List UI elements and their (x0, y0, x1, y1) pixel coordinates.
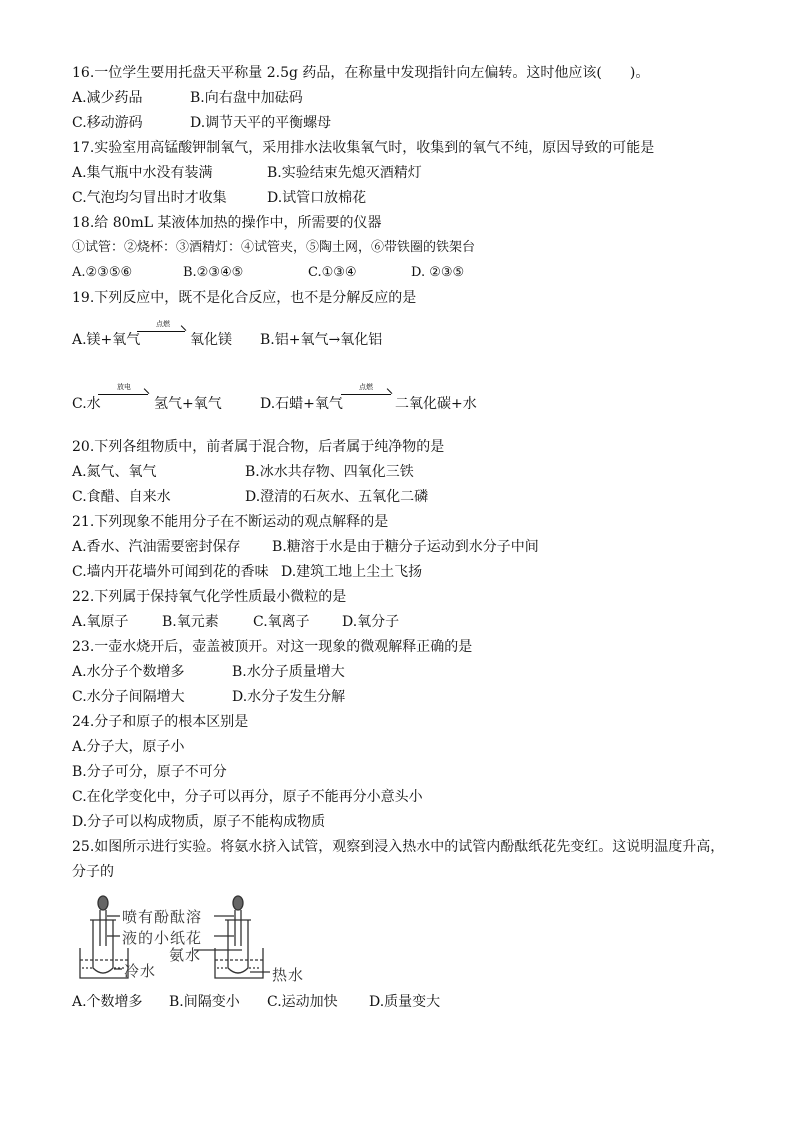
q19-option-a-arrow (137, 331, 185, 332)
q17-option-d: D.试管口放棉花 (267, 190, 367, 206)
q17-stem: 17.实验室用高锰酸钾制氧气，采用排水法收集氧气时，收集到的氧气不纯，原因导致的可能是 (72, 140, 655, 156)
q22-option-a: A.氧原子 (72, 614, 129, 630)
q25-stem-line1: 25.如图所示进行实验。将氨水挤入试管，观察到浸入热水中的试管内酚酞纸花先变红。这说明温度升高， (72, 839, 725, 855)
q23-option-d: D.水分子发生分解 (232, 689, 346, 705)
q24-stem: 24.分子和原子的根本区别是 (72, 714, 249, 730)
q19-option-d-reactants: D.石蜡+氧气 (260, 396, 343, 412)
q24-option-b: B.分子可分，原子不可分 (72, 764, 227, 780)
q19-stem: 19.下列反应中，既不是化合反应，也不是分解反应的是 (72, 290, 417, 306)
q19-option-b: B.铝+氧气→氧化铝 (260, 332, 383, 348)
q20-stem: 20.下列各组物质中，前者属于混合物，后者属于纯净物的是 (72, 439, 445, 455)
q20-option-b: B.冰水共存物、四氧化三铁 (245, 464, 414, 480)
q21-option-c: C.墙内开花墙外可闻到花的香味 (72, 564, 269, 580)
q25-option-d: D.质量变大 (369, 994, 441, 1010)
q20-option-c: C.食醋、自来水 (72, 489, 171, 505)
q23-option-b: B.水分子质量增大 (232, 664, 345, 680)
q23-option-c: C.水分子间隔增大 (72, 689, 185, 705)
q23-option-a: A.水分子个数增多 (72, 664, 185, 680)
q18-option-b: B.②③④⑤ (183, 265, 244, 280)
q19-option-d-products: 二氧化碳+水 (395, 396, 477, 412)
q25-option-b: B.间隔变小 (169, 994, 240, 1010)
figure-label-cold-water: 冷水 (124, 962, 157, 980)
q24-option-d: D.分子可以构成物质，原子不能构成物质 (72, 814, 326, 830)
q17-option-c: C.气泡均匀冒出时才收集 (72, 190, 227, 206)
q21-option-b: B.糖溶于水是由于糖分子运动到水分子中间 (272, 539, 539, 555)
q21-option-a: A.香水、汽油需要密封保存 (72, 539, 241, 555)
q19-option-d-arrow (341, 394, 391, 395)
q24-option-c: C.在化学变化中，分子可以再分，原子不能再分小意头小 (72, 789, 423, 805)
figure-label-ammonia: 氨水 (169, 946, 202, 964)
q22-option-b: B.氧元素 (162, 614, 219, 630)
q16-option-d: D.调节天平的平衡螺母 (190, 115, 332, 131)
q19-option-d-condition: 点燃 (359, 383, 373, 391)
q16-stem: 16.一位学生要用托盘天平称量 2.5g 药品，在称量中发现指针向左偏转。这时他应该( )。 (72, 65, 650, 81)
q19-option-c-arrow (98, 394, 148, 395)
q19-option-c-products: 氢气+氧气 (154, 396, 222, 412)
q25-figure (74, 890, 314, 986)
q19-option-a-products: 氧化镁 (190, 332, 232, 348)
q17-option-a: A.集气瓶中水没有装满 (72, 165, 213, 181)
q25-option-c: C.运动加快 (267, 994, 338, 1010)
q18-option-d: D. ②③⑤ (411, 265, 465, 280)
q16-option-c: C.移动游码 (72, 115, 143, 131)
q19-option-c-condition: 放电 (117, 383, 131, 391)
q16-option-b: B.向右盘中加砝码 (190, 90, 303, 106)
q19-option-a-reactants: A.镁+氧气 (72, 332, 141, 348)
q17-option-b: B.实验结束先熄灭酒精灯 (267, 165, 422, 181)
q25-stem-line2: 分子的 (72, 864, 114, 880)
q19-option-a-condition: 点燃 (156, 320, 170, 328)
q22-option-c: C.氧离子 (253, 614, 310, 630)
q20-option-d: D.澄清的石灰水、五氧化二磷 (245, 489, 429, 505)
q21-option-d: D.建筑工地上尘土飞扬 (281, 564, 423, 580)
q25-option-a: A.个数增多 (72, 994, 143, 1010)
figure-label-paper-flower-2: 液的小纸花 (122, 929, 203, 947)
q16-option-a: A.减少药品 (72, 90, 143, 106)
q21-stem: 21.下列现象不能用分子在不断运动的观点解释的是 (72, 514, 389, 530)
q18-option-c: C.①③④ (308, 265, 357, 280)
q19-option-c-reactants: C.水 (72, 396, 101, 412)
q23-stem: 23.一壶水烧开后，壶盖被顶开。对这一现象的微观解释正确的是 (72, 639, 473, 655)
q18-items: ①试管：②烧杯：③酒精灯：④试管夹，⑤陶土网，⑥带铁圈的铁架台 (72, 240, 476, 255)
q22-stem: 22.下列属于保持氧气化学性质最小微粒的是 (72, 589, 347, 605)
q20-option-a: A.氮气、氧气 (72, 464, 157, 480)
q22-option-d: D.氧分子 (342, 614, 400, 630)
q18-option-a: A.②③⑤⑥ (72, 265, 133, 280)
q24-option-a: A.分子大，原子小 (72, 739, 185, 755)
figure-label-paper-flower-1: 喷有酚酞溶 (122, 908, 203, 926)
figure-label-hot-water: 热水 (272, 966, 305, 984)
q18-stem: 18.给 80mL 某液体加热的操作中，所需要的仪器 (72, 215, 382, 231)
